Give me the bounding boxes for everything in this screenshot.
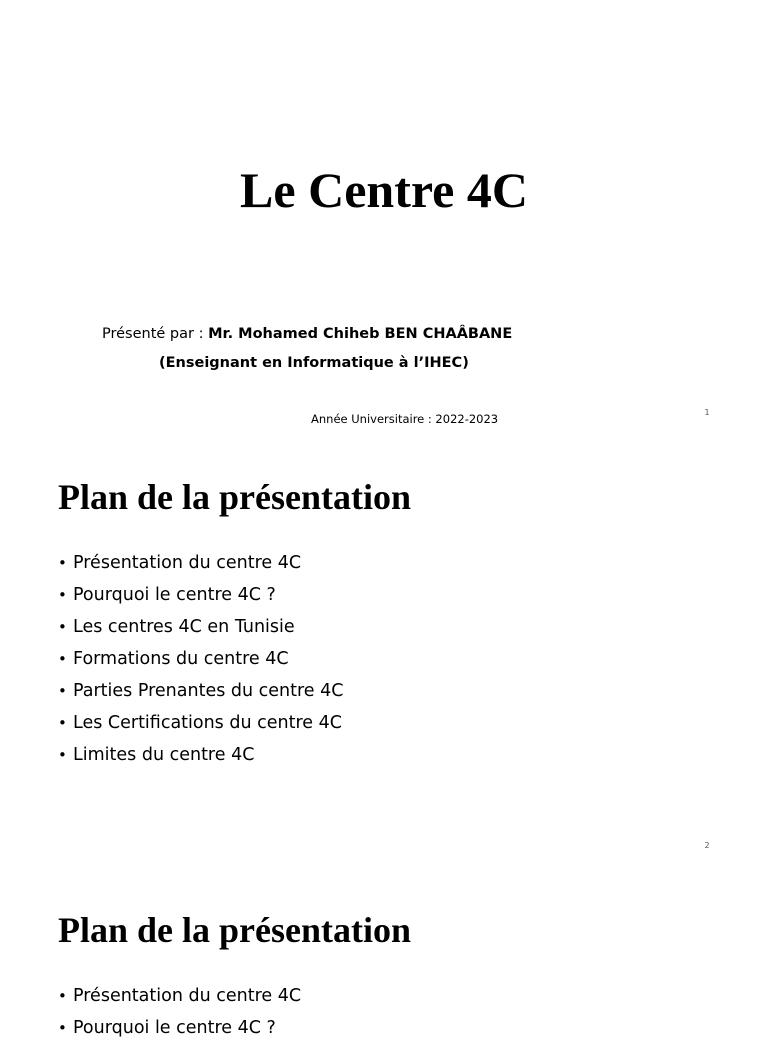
plan-item-label: Formations du centre 4C xyxy=(73,649,289,669)
plan-item xyxy=(58,643,344,675)
slide-3 xyxy=(0,865,768,1038)
plan-list xyxy=(58,980,301,1044)
plan-item xyxy=(58,980,301,1012)
bullet-icon: • xyxy=(58,682,67,700)
plan-item xyxy=(58,611,344,643)
academic-year: Année Universitaire : 2022-2023 xyxy=(311,412,499,426)
plan-item xyxy=(58,1012,301,1044)
bullet-icon: • xyxy=(58,618,67,636)
plan-item-label: Les centres 4C en Tunisie xyxy=(73,617,295,637)
plan-list xyxy=(58,547,344,771)
presenter-line xyxy=(102,323,512,345)
bullet-icon: • xyxy=(58,554,67,572)
plan-item-label: Pourquoi le centre 4C ? xyxy=(73,1018,276,1038)
slide-2 xyxy=(0,432,768,865)
plan-item-label: Parties Prenantes du centre 4C xyxy=(73,681,344,701)
plan-item xyxy=(58,707,344,739)
presenter-name: Mr. Mohamed Chiheb BEN CHAÂBANE xyxy=(208,326,513,342)
plan-item-label: Présentation du centre 4C xyxy=(73,553,302,573)
bullet-icon: • xyxy=(58,714,67,732)
plan-item xyxy=(58,579,344,611)
plan-item xyxy=(58,547,344,579)
plan-item xyxy=(58,675,344,707)
plan-title: Plan de la présentation xyxy=(58,910,412,950)
bullet-icon: • xyxy=(58,987,67,1005)
bullet-icon: • xyxy=(58,650,67,668)
cover-title: Le Centre 4C xyxy=(240,162,528,218)
bullet-icon: • xyxy=(58,746,67,764)
presenter-label: Présenté par : xyxy=(102,326,209,342)
slide-1 xyxy=(0,0,768,432)
plan-item-label: Limites du centre 4C xyxy=(73,745,255,765)
plan-item xyxy=(58,739,344,771)
slide-number: 2 xyxy=(704,841,710,850)
plan-item-label: Pourquoi le centre 4C ? xyxy=(73,585,276,605)
plan-item-label: Les Certifications du centre 4C xyxy=(73,713,342,733)
slide-number: 1 xyxy=(704,408,710,417)
bullet-icon: • xyxy=(58,586,67,604)
presenter-role: (Enseignant en Informatique à l’IHEC) xyxy=(159,355,469,371)
bullet-icon: • xyxy=(58,1019,67,1037)
plan-item-label: Présentation du centre 4C xyxy=(73,986,302,1006)
plan-title: Plan de la présentation xyxy=(58,477,412,517)
